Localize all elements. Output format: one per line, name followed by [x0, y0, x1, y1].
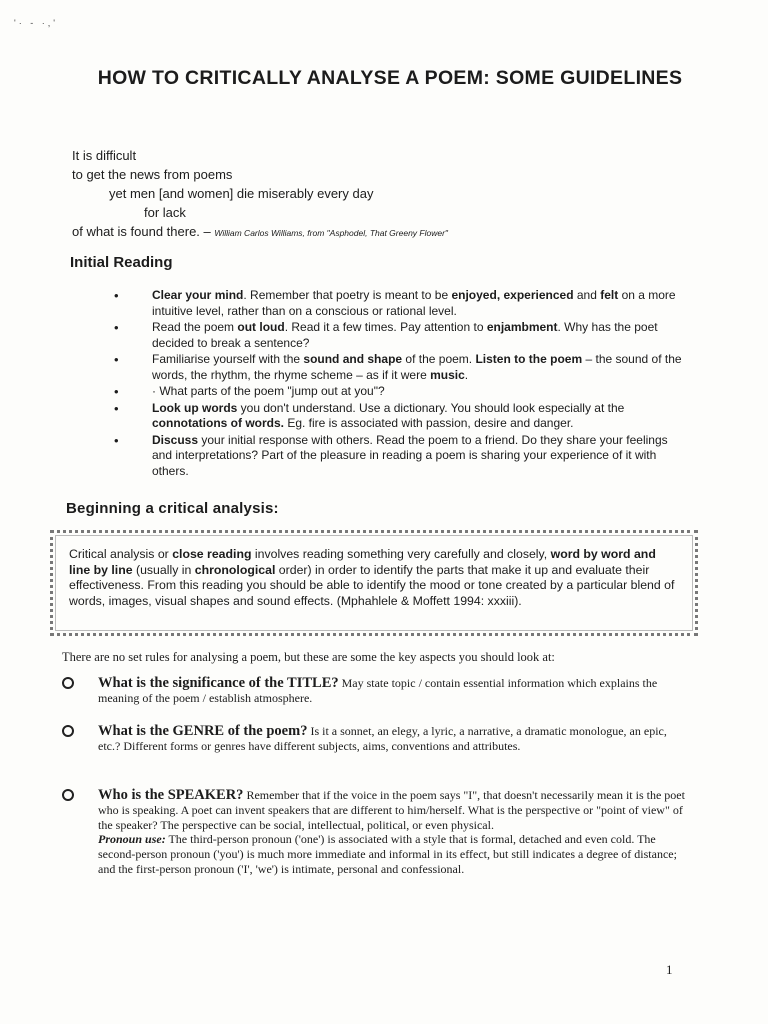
emphasis: out loud — [237, 320, 285, 334]
emphasis: Clear your mind — [152, 288, 244, 302]
text: · What parts of the poem "jump out at you"? — [152, 384, 385, 398]
aspect-heading: What is the GENRE of the poem? — [98, 723, 308, 739]
list-item — [108, 320, 683, 351]
aspect-heading: What is the significance of the TITLE? — [98, 675, 339, 691]
pronoun-label: Pronoun use: — [98, 832, 166, 847]
aspect-body: May state topic / contain essential information which explains the meaning of the poem / establish atmosphere. — [98, 676, 658, 705]
pronoun-body: The third-person pronoun ('one') is associated with a style that is formal, detached and even cold. The second-person pronoun ('you') is much more immediate and informal in its effect, but still indicates a degree of distance; and the first-person pronoun ('I', 'we') is intimate, personal and confessional. — [98, 832, 677, 876]
aspect-text — [62, 788, 687, 832]
epigraph-line-last — [72, 222, 448, 243]
initial-reading-list — [108, 288, 683, 480]
aspect-heading: Who is the SPEAKER? — [98, 787, 244, 803]
aspect-genre — [62, 724, 687, 754]
text: involves reading something very carefully and closely, — [251, 547, 551, 561]
list-item — [108, 401, 683, 432]
aspect-text — [62, 832, 687, 876]
text: – the sound of the words, the rhythm, the rhyme scheme – as if it were — [152, 352, 682, 382]
aspect-body: Remember that if the voice in the poem says "I", that doesn't necessarily mean it is the poet who is speaking. A poet can invent speakers that are different to him/herself. What is the perspective or "point of view" of the speaker? The perspective can be social, intellectual, political, or even physical. — [98, 788, 685, 832]
circle-bullet-icon — [62, 677, 74, 689]
emphasis: sound and shape — [303, 352, 403, 366]
aspect-title — [62, 676, 687, 706]
emphasis: Discuss — [152, 432, 199, 447]
epigraph-line: of what is found there. – — [72, 224, 211, 239]
emphasis: Listen to the poem — [475, 352, 583, 366]
emphasis: word by word and line by line — [69, 547, 656, 577]
scan-mark: '· - ·,' — [14, 18, 58, 28]
text: (usually in — [132, 562, 195, 577]
list-item — [108, 433, 683, 480]
list-item — [108, 352, 683, 383]
text: Critical analysis or — [69, 547, 173, 561]
emphasis: chronological — [194, 562, 276, 577]
emphasis: enjoyed, experienced — [451, 288, 574, 302]
text: your initial response with others. Read the poem to a friend. Do they share your feelings and interpretations? Part of the pleasure in reading a poem is sharing your experience of it with others. — [152, 432, 668, 478]
epigraph-attribution: William Carlos Williams, from "Asphodel, That Greeny Flower" — [214, 228, 448, 238]
aspect-text — [62, 676, 687, 706]
text: . Why has the poet decided to break a sentence? — [152, 320, 658, 350]
text: Familiarise yourself with the — [152, 352, 304, 366]
emphasis: enjambment — [486, 320, 558, 334]
critical-analysis-heading: Beginning a critical analysis: — [66, 500, 279, 517]
list-item — [108, 384, 683, 400]
text: . Remember that poetry is meant to be — [243, 288, 452, 302]
epigraph-line: to get the news from poems — [72, 167, 233, 182]
page-number: 1 — [666, 962, 673, 977]
text: you don't understand. Use a dictionary. You should look especially at the — [237, 400, 625, 415]
close-reading-box — [50, 530, 698, 636]
text: order) in order to identify the parts that make it up and evaluate their effectiveness. From this reading you should be able to identify the mood or tone created by a particular blend of words, images, visual shapes and sound effects. (Mphahlele & Moffett 1994: xxxiii). — [69, 562, 675, 608]
epigraph-line: yet men [and women] die miserably every day — [109, 186, 374, 201]
initial-reading-heading: Initial Reading — [70, 254, 173, 271]
text: . — [464, 367, 469, 382]
emphasis: close reading — [172, 547, 252, 561]
emphasis: connotations of words. — [152, 416, 284, 430]
text: . Read it a few times. Pay attention to — [284, 320, 487, 334]
list-item — [108, 288, 683, 319]
aspect-text — [62, 724, 687, 754]
aspects-intro: There are no set rules for analysing a poem, but these are some the key aspects you should look at: — [62, 650, 555, 664]
emphasis: music — [430, 367, 465, 382]
text: and — [573, 288, 601, 302]
epigraph-line: It is difficult — [72, 148, 137, 163]
aspect-speaker — [62, 788, 687, 877]
emphasis: felt — [600, 288, 619, 302]
aspect-body: Is it a sonnet, an elegy, a lyric, a narrative, a dramatic monologue, an epic, etc.? Different forms or genres have different subjects, aims, conventions and attributes. — [98, 724, 667, 753]
epigraph-line: for lack — [144, 205, 186, 220]
text: on a more intuitive level, rather than on a conscious or rational level. — [152, 288, 676, 318]
circle-bullet-icon — [62, 789, 74, 801]
circle-bullet-icon — [62, 725, 74, 737]
epigraph — [72, 146, 448, 243]
text: Eg. fire is associated with passion, desire and danger. — [284, 416, 574, 430]
text: Read the poem — [152, 320, 238, 334]
text: of the poem. — [402, 352, 476, 366]
emphasis: Look up words — [152, 400, 238, 415]
page-title: HOW TO CRITICALLY ANALYSE A POEM: SOME GUIDELINES — [97, 67, 683, 89]
